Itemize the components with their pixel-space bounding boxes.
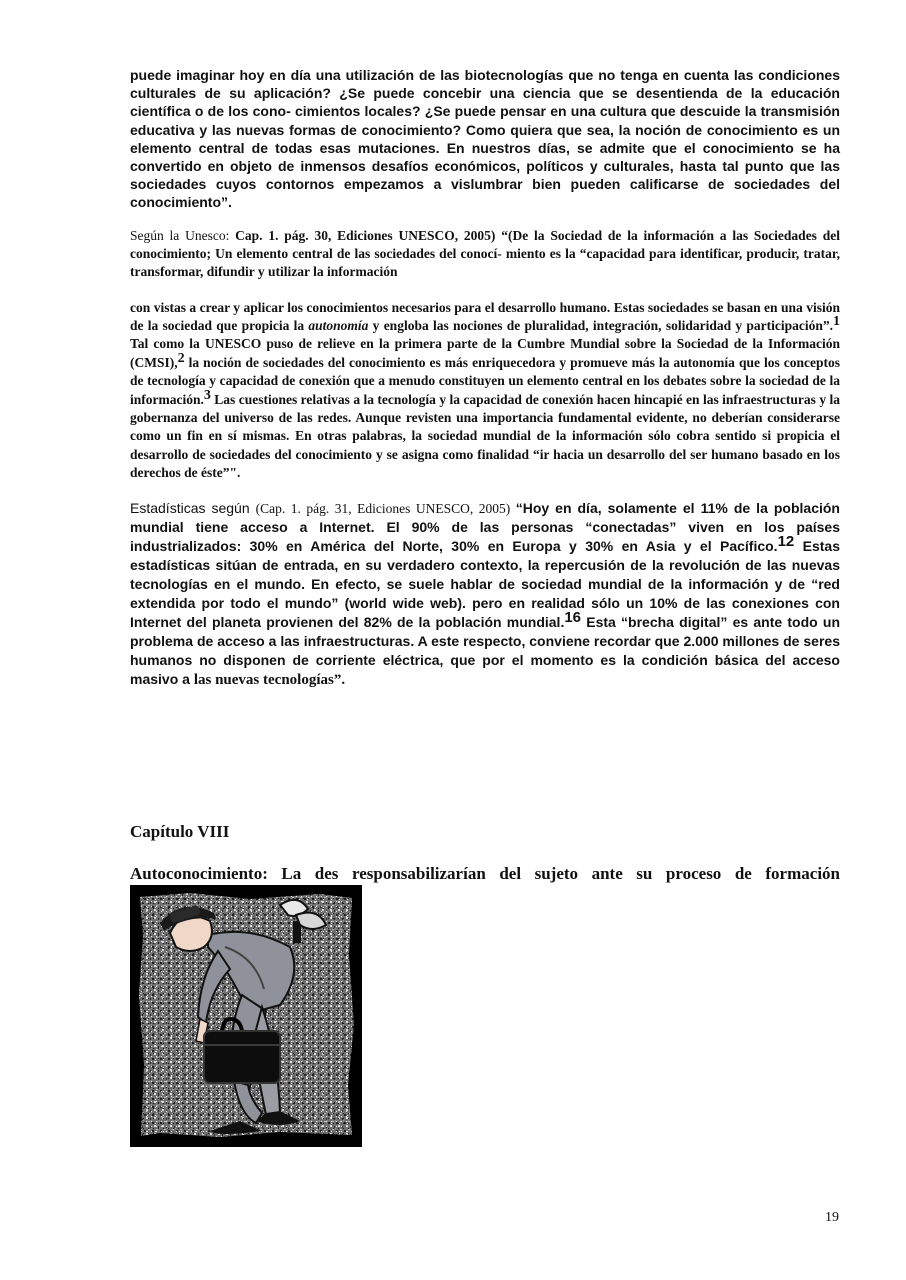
section-title: Autoconocimiento: La des responsabilizarían del sujeto ante su proceso de formación bbox=[130, 864, 840, 883]
paragraph-1: puede imaginar hoy en día una utilización de las biotecnologías que no tenga en cuenta las condiciones culturales de su aplicación? ¿Se puede concebir una ciencia que se desentienda de la educación científica o de los cono- cimientos locales? ¿Se puede pensar en una cultura que descuide la transmisión educativa y las nuevas formas de conocimiento? Como quiera que sea, la noción de conocimiento es un elemento central de todas esas mutaciones. En nuestros días, se admite que el conocimiento se ha convertido en objeto de inmensos desafíos económicos, políticos y culturales, hasta tal punto que las sociedades cuyos contornos empezamos a vislumbrar bien pueden calificarse de sociedades del conocimiento”. bbox=[130, 67, 840, 211]
footnote-ref: 12 bbox=[777, 532, 795, 550]
paragraph-4 bbox=[130, 499, 840, 690]
paragraph-3-part3: Tal como la UNESCO puso de relieve en la primera parte de la Cumbre Mundial sobre la Sociedad de la Información (CMSI), bbox=[130, 336, 840, 370]
paragraph-4-lead: Estadísticas según bbox=[130, 499, 256, 516]
paragraph-2-text: Cap. 1. pág. 30, Ediciones UNESCO, 2005) “(De la Sociedad de la información a las Sociedades del conocimiento; Un elemento central de las sociedades del conocí- miento es la “capacidad para identificar, producir, tratar, transformar, difundir y utilizar la información bbox=[130, 227, 840, 279]
illustration-svg bbox=[130, 885, 362, 1147]
footnote-ref: 1 bbox=[833, 314, 840, 330]
footnote-ref: 16 bbox=[564, 608, 582, 626]
paragraph-3-part4: la noción de sociedades del conocimiento es más enriquecedora y promueve más la autonomía que los conceptos de tecnología y capacidad de conexión que a menudo constituyen un elemento central en los debates sobre la sociedad de la información. bbox=[130, 354, 840, 407]
illustration-wind-up-man bbox=[130, 885, 362, 1147]
paragraph-3-part1: con vistas a crear y aplicar los conocimientos necesarios para el desarrollo humano. Estas sociedades se basan en una visión de la sociedad que propicia la bbox=[130, 299, 840, 334]
paragraph-3-part5: Las cuestiones relativas a la tecnología y la capacidad de conexión hacen hincapié en las infraestructuras y la gobernanza del universo de las redes. Aunque revisten una importancia fundamental evidente, no deberían considerarse como un fin en sí mismas. En otras palabras, la sociedad mundial de la información sólo cobra sentido si propicia el desarrollo de sociedades del conocimiento y se asigna como finalidad “ir hacia un desarrollo del ser humano basado en los derechos de éste”". bbox=[130, 391, 840, 481]
paragraph-3 bbox=[130, 299, 840, 483]
paragraph-4-tail: las nuevas tecnologías”. bbox=[193, 671, 346, 688]
paragraph-2-lead: Según la Unesco: bbox=[130, 227, 236, 243]
chapter-heading: Capítulo VIII bbox=[130, 822, 230, 841]
page-number: 19 bbox=[825, 1210, 839, 1225]
paragraph-3-italic: autonomía bbox=[308, 318, 369, 334]
paragraph-4-part2: Estas estadísticas sitúan de entrada, en su verdadero contexto, la repercusión de la revolución de las nuevas tecnologías en el mundo. En efecto, se suele hablar de sociedad mundial de la información y de “red extendida por todo el mundo” (world wide web). pero en realidad sólo un 10% de las conexiones con Internet del planeta provienen del 82% de la población mundial. bbox=[130, 537, 840, 630]
page-body bbox=[130, 66, 840, 690]
footnote-ref: 2 bbox=[177, 350, 185, 366]
paragraph-2 bbox=[130, 227, 840, 281]
footnote-ref: 3 bbox=[203, 387, 211, 403]
paragraph-3-part2: y engloba las nociones de pluralidad, integración, solidaridad y participación”. bbox=[368, 318, 833, 334]
paragraph-4-part3: Esta “brecha digital” es ante todo un problema de acceso a las infraestructuras. A este respecto, conviene recordar que 2.000 millones de seres humanos no disponen de corriente eléctrica, que por el momento es la condición básica del acceso masivo a bbox=[130, 613, 841, 687]
paragraph-4-cite: (Cap. 1. pág. 31, Ediciones UNESCO, 2005) bbox=[255, 500, 516, 516]
paragraph-4-part1: “Hoy en día, solamente el 11% de la población mundial tiene acceso a Internet. El 90% de las personas “conectadas” viven en los países industrializados: 30% en América del Norte, 30% en Europa y 30% en Asia y el Pacífico. bbox=[130, 499, 840, 554]
